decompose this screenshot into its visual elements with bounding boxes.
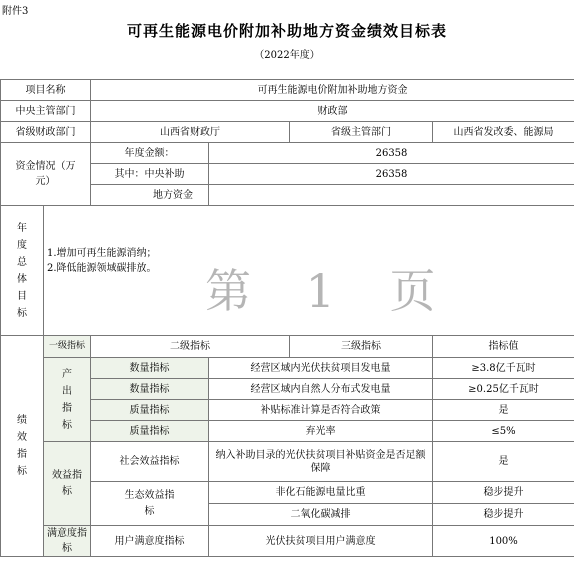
level3-cell: 经营区域内光伏扶贫项目发电量 [209,358,433,379]
prov-dept-label: 省级主管部门 [290,122,433,143]
output-label: 产出指标 [44,358,91,442]
level3-cell: 非化石能源电量比重 [209,482,433,504]
attachment-label: 附件3 [2,6,29,17]
header-value: 指标值 [433,336,574,358]
funding-label: 资金情况（万元） [1,143,91,206]
benefit-label: 效益指标 [44,442,91,526]
table-row [1,143,574,164]
table-row [1,442,574,482]
project-name-label: 项目名称 [1,80,91,101]
central-dept-value: 财政部 [91,101,574,122]
level3-cell: 弃光率 [209,421,433,442]
level3-cell: 纳入补助目录的光伏扶贫项目补贴资金是否足额保障 [209,442,433,482]
value-cell: ≤5% [433,421,574,442]
page-title: 可再生能源电价附加补助地方资金绩效目标表 [126,22,447,40]
level2-cell: 质量指标 [91,421,209,442]
level3-cell: 经营区域内自然人分布式发电量 [209,379,433,400]
value-cell: 100% [433,526,574,557]
level3-cell: 二氧化碳减排 [209,504,433,526]
value-cell: 稳步提升 [433,482,574,504]
table-row [1,336,574,358]
value-cell: 稳步提升 [433,504,574,526]
performance-label: 绩效指标 [1,336,44,557]
satisfaction-label: 满意度指标 [44,526,91,557]
page-subtitle: （2022年度） [254,50,320,61]
table-row [1,101,574,122]
value-cell: 是 [433,400,574,421]
prov-dept-value: 山西省发改委、能源局 [433,122,574,143]
level2-cell: 数量指标 [91,379,209,400]
table-row [1,80,574,101]
prov-finance-value: 山西省财政厅 [91,122,290,143]
value-cell: 是 [433,442,574,482]
header-level2: 二级指标 [91,336,290,358]
funding-local-value [209,185,574,206]
project-name-value: 可再生能源电价附加补助地方资金 [91,80,574,101]
prov-finance-label: 省级财政部门 [1,122,91,143]
level2-cell: 社会效益指标 [91,442,209,482]
funding-year-value: 26358 [209,143,574,164]
table-row [1,526,574,557]
header-level3: 三级指标 [290,336,433,358]
central-dept-label: 中央主管部门 [1,101,91,122]
level2-cell: 用户满意度指标 [91,526,209,557]
funding-local-label: 地方资金 [91,185,209,206]
funding-central-label: 其中：中央补助 [91,164,209,185]
level3-cell: 光伏扶贫项目用户满意度 [209,526,433,557]
goal-item: 1.增加可再生能源消纳； [47,248,157,259]
level2-cell: 生态效益指标 [91,482,209,526]
funding-year-label: 年度金额： [91,143,209,164]
value-cell: ≥0.25亿千瓦时 [433,379,574,400]
level3-cell: 补贴标准计算是否符合政策 [209,400,433,421]
level2-cell: 质量指标 [91,400,209,421]
level2-cell: 数量指标 [91,358,209,379]
value-cell: ≥3.8亿千瓦时 [433,358,574,379]
table-row [1,122,574,143]
annual-goals-label: 年度总体目标 [1,206,44,336]
goal-item: 2.降低能源领域碳排放。 [47,263,157,274]
page-watermark: 第 1 页 [205,264,456,318]
funding-central-value: 26358 [209,164,574,185]
table-row [1,358,574,379]
header-level1: 一级指标 [44,336,91,358]
